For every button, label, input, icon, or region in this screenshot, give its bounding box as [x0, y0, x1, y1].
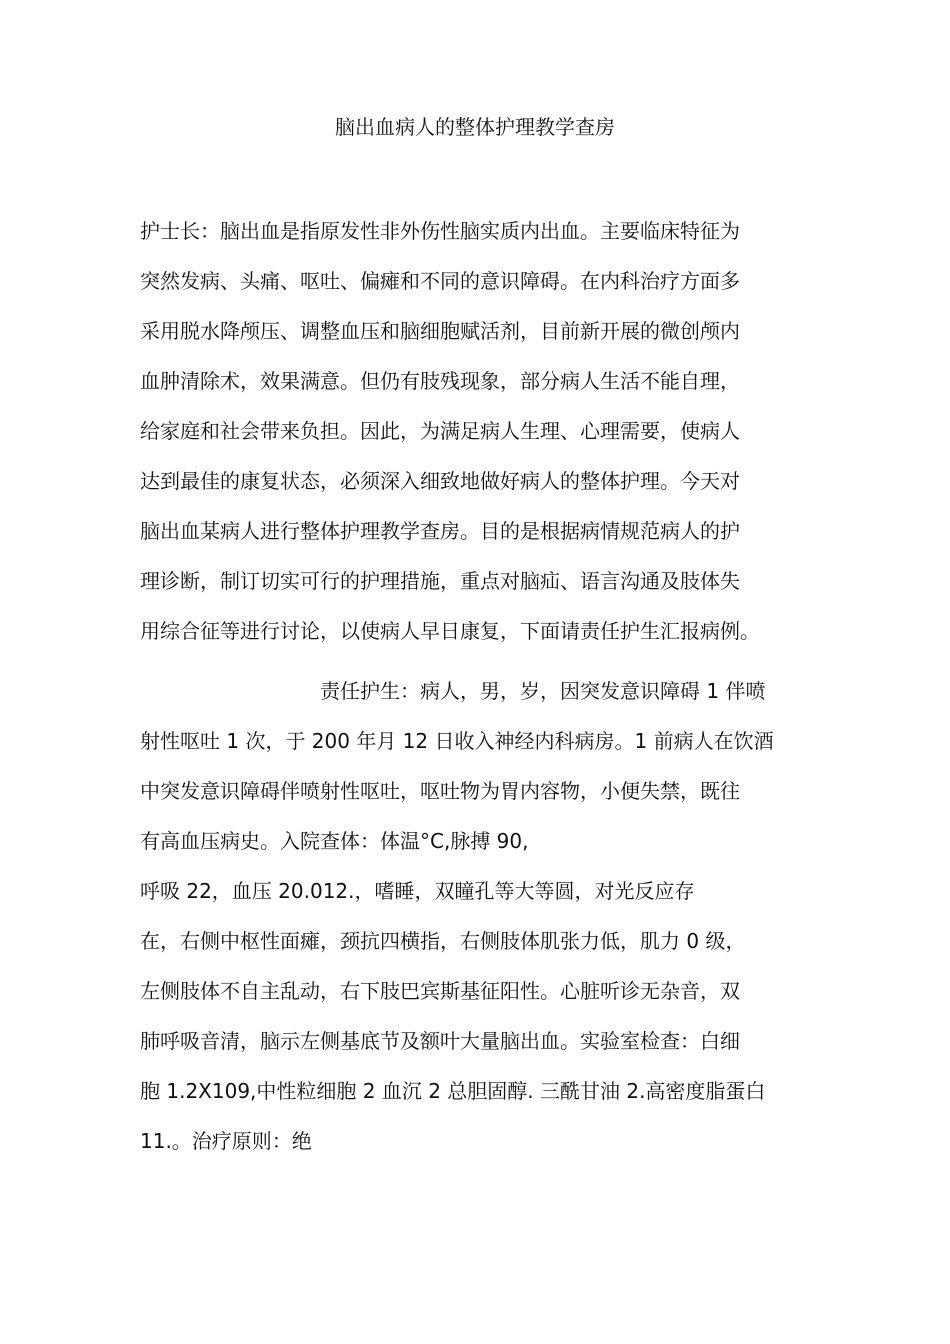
text-line: 护士长：脑出血是指原发性非外伤性脑实质内出血。主要临床特征为 [140, 219, 740, 243]
document-title: 脑出血病人的整体护理教学查房 [335, 115, 615, 139]
text-line: 责任护生：病人，男，岁，因突发意识障碍 1 伴喷 [320, 679, 766, 703]
text-line: 理诊断，制订切实可行的护理措施，重点对脑疝、语言沟通及肢体失 [140, 569, 740, 593]
text-line: 射性呕吐 1 次，于 200 年月 12 日收入神经内科病房。1 前病人在饮酒 [140, 729, 774, 753]
text-line: 左侧肢体不自主乱动，右下肢巴宾斯基征阳性。心脏听诊无杂音，双 [140, 979, 740, 1003]
text-line: 有高血压病史。入院查体：体温°C,脉搏 90, [140, 829, 529, 853]
text-line: 用综合征等进行讨论，以使病人早日康复，下面请责任护生汇报病例。 [140, 619, 760, 643]
text-line: 达到最佳的康复状态，必须深入细致地做好病人的整体护理。今天对 [140, 469, 740, 493]
text-line: 在，右侧中枢性面瘫，颈抗四横指，右侧肢体肌张力低，肌力 0 级， [140, 929, 746, 953]
text-line: 脑出血某病人进行整体护理教学查房。目的是根据病情规范病人的护 [140, 519, 740, 543]
text-line: 肺呼吸音清，脑示左侧基底节及额叶大量脑出血。实验室检查：白细 [140, 1029, 740, 1053]
text-line: 血肿清除术，效果满意。但仍有肢残现象，部分病人生活不能自理， [140, 369, 740, 393]
text-line: 突然发病、头痛、呕吐、偏瘫和不同的意识障碍。在内科治疗方面多 [140, 269, 740, 293]
text-line: 给家庭和社会带来负担。因此，为满足病人生理、心理需要，使病人 [140, 419, 740, 443]
text-line: 胞 1.2X109,中性粒细胞 2 血沉 2 总胆固醇. 三酰甘油 2.高密度脂蛋白 [140, 1079, 766, 1103]
text-line: 中突发意识障碍伴喷射性呕吐，呕吐物为胃内容物，小便失禁，既往 [140, 779, 740, 803]
text-line: 采用脱水降颅压、调整血压和脑细胞赋活剂，目前新开展的微创颅内 [140, 319, 740, 343]
text-line: 11.。治疗原则：绝 [140, 1129, 312, 1153]
text-line: 呼吸 22，血压 20.012.，嗜睡，双瞳孔等大等圆，对光反应存 [140, 879, 695, 903]
